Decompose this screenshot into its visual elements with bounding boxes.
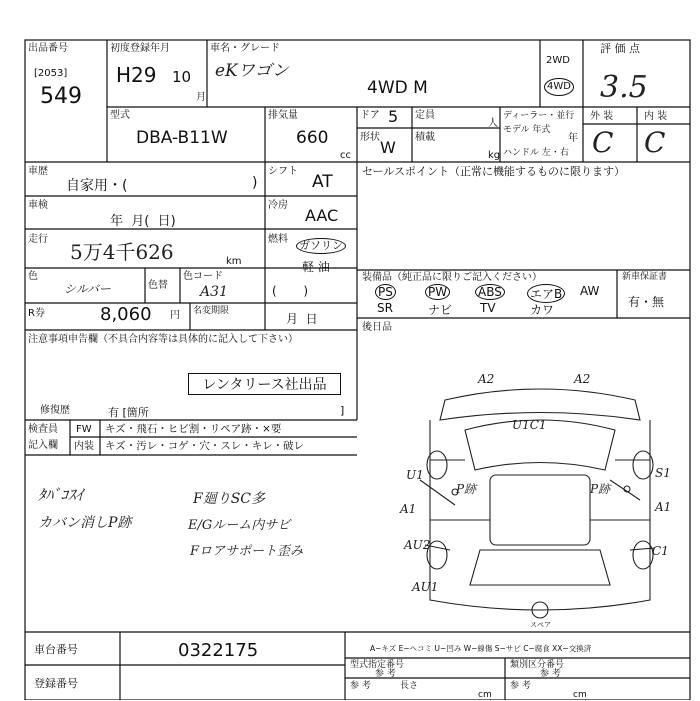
repair-value: 有 [箇所	[108, 406, 149, 419]
recycle-value: 8,060	[100, 304, 152, 325]
cc-unit: cc	[340, 150, 351, 161]
load-label: 積載	[415, 132, 435, 143]
mark-front-right: A2	[574, 372, 591, 386]
mark-left-panel: P跡	[456, 482, 477, 496]
sales-point-label: セールスポイント（正常に機能するものに限ります）	[362, 165, 626, 178]
fuel-diesel: 軽 油	[302, 260, 330, 274]
mark-rear-left-au1: AU1	[412, 580, 439, 594]
reg-no-label: 登録番号	[34, 677, 78, 690]
mark-right-s1: S1	[655, 466, 671, 480]
chassis-label: 車台番号	[34, 643, 78, 656]
kg-unit: kg	[488, 150, 501, 161]
ac-label: 冷房	[268, 200, 288, 211]
mark-rear-right-c1: C1	[652, 544, 669, 558]
equipment-abs: ABS	[475, 284, 505, 300]
class-label: 類別区分番号	[510, 660, 565, 670]
cm-unit-1: cm	[478, 690, 492, 700]
equipment-leather: カワ	[530, 303, 555, 317]
mileage-label: 走行	[28, 234, 48, 245]
shift-label: シフト	[268, 166, 298, 177]
length-label: 長さ	[400, 681, 419, 691]
persons-unit: 人	[488, 118, 498, 129]
paint-label: 色替	[148, 280, 168, 291]
rating-label: 評 価 点	[600, 42, 640, 55]
equipment-label: 装備品（純正品に限りご記入ください）	[362, 272, 542, 283]
cert-label: 型式指定番号	[350, 660, 405, 670]
cm-unit-2: cm	[573, 690, 587, 700]
equipment-aw: AW	[580, 284, 600, 298]
bottom-ref-1: 参 考	[350, 681, 371, 691]
class-ref: 参 考	[540, 669, 561, 679]
color-value: シルバー	[64, 282, 111, 296]
mark-right-a1: A1	[655, 500, 672, 514]
mileage-value: 5万4千626	[70, 240, 174, 264]
color-code-label: 色コード	[183, 271, 223, 282]
drive-value: 4WD	[544, 78, 574, 96]
mark-left-a1: A1	[400, 502, 417, 516]
notes-label: 注意事項申告欄（不具合内容等は具体的に記入して下さい）	[28, 334, 298, 345]
post-label: 後日品	[362, 322, 392, 333]
int-label: 内装	[74, 441, 94, 452]
new-warranty-label: 新車保証書	[622, 272, 668, 282]
history-label: 車歴	[28, 166, 48, 177]
first-reg-year: H29	[116, 63, 157, 87]
color-label: 色	[28, 271, 38, 282]
model-value: DBA-B11W	[136, 128, 228, 148]
fuel-gasoline: ガソリン	[296, 238, 346, 254]
exterior-grade: C	[592, 126, 614, 159]
car-name: eKワゴン	[215, 61, 289, 81]
exterior-label: 外 装	[590, 111, 614, 122]
mark-windshield: U1C1	[512, 418, 547, 432]
equipment-navi: ナビ	[428, 303, 453, 317]
inspection-label: 車検	[28, 200, 48, 211]
fw-items: キズ・飛石・ヒビ割・リペア跡・×要	[105, 423, 282, 435]
first-reg-month: 10	[172, 68, 192, 86]
shift-value: AT	[312, 172, 333, 192]
color-code-value: A31	[200, 284, 228, 300]
chassis-value: 0322175	[178, 640, 259, 661]
int-items: キズ・汚レ・コゲ・穴・スレ・キレ・破レ	[105, 440, 305, 452]
name-change-label: 名変期限	[193, 306, 230, 316]
name-change-value: 月 日	[286, 312, 318, 326]
note-1: ﾀﾊﾞｺｽｲ	[38, 486, 84, 504]
name-label: 車名・グレード	[210, 43, 280, 54]
note-5: Fロアサポート歪み	[190, 544, 304, 559]
mark-right-panel: P跡	[590, 482, 611, 496]
inspector-label: 検査員	[28, 424, 58, 435]
capacity-label: 定員	[415, 110, 435, 121]
rental-label: レンタリース社出品	[188, 373, 341, 395]
defect-legend: A−キズ E−ヘコミ U−凹み W−線傷 S−サビ C−腐食 XX−交換済	[370, 644, 592, 653]
month-unit: 月	[196, 92, 206, 103]
fuel-paren: ( )	[272, 284, 309, 298]
history-close: )	[252, 175, 258, 191]
entry-label: 記入欄	[28, 440, 58, 451]
km-unit: km	[226, 256, 242, 267]
lot-label: 出品番号	[28, 43, 68, 54]
inspection-value: 年 月( 日)	[110, 214, 176, 229]
year-unit: 年	[568, 133, 578, 144]
equipment-sr: SR	[377, 301, 393, 315]
note-4: E/Gルーム内サビ	[188, 518, 291, 533]
note-3: F廻りSC多	[193, 491, 266, 507]
shape-label: 形状	[360, 132, 380, 143]
yen-unit: 円	[170, 310, 180, 321]
repair-close: ]	[340, 404, 345, 417]
lot-sub: [2053]	[34, 68, 68, 79]
displacement-label: 排気量	[268, 110, 298, 121]
equipment-tv: TV	[480, 301, 496, 315]
interior-label: 内 装	[644, 111, 668, 122]
fw-label: FW	[76, 424, 92, 435]
spare-label: スペア	[530, 621, 551, 629]
first-reg-label: 初度登録年月	[110, 43, 170, 54]
mark-rear-left-au2: AU2	[404, 538, 431, 552]
history-value: 自家用・(	[66, 178, 128, 194]
grade: 4WD M	[367, 78, 428, 98]
dealer-label: ディーラー・並行	[503, 111, 575, 121]
lot-number: 549	[40, 84, 82, 109]
equipment-ps: PS	[375, 284, 396, 300]
interior-grade: C	[644, 126, 666, 159]
cert-ref: 参 考	[375, 669, 396, 679]
handle-label: ハンドル 左・右	[503, 148, 569, 158]
bottom-ref-2: 参 考	[510, 681, 531, 691]
mark-left-door: U1	[406, 468, 424, 482]
new-warranty-value: 有・無	[628, 295, 665, 309]
model-label: 型式	[110, 110, 130, 121]
fuel-label: 燃料	[268, 234, 288, 245]
equipment-airbag: エアB	[527, 284, 565, 303]
equipment-pw: PW	[425, 284, 450, 300]
repair-label: 修復歴	[40, 405, 70, 416]
doors-value: 5	[388, 107, 399, 126]
ac-value: AAC	[305, 206, 339, 225]
note-2: カバン消しP跡	[38, 515, 132, 531]
shape-value: W	[380, 138, 396, 157]
drive-label: 2WD	[546, 55, 570, 66]
model-year-label: モデル 年式	[503, 125, 551, 135]
mark-front-left: A2	[478, 372, 495, 386]
recycle-label: R券	[28, 308, 45, 319]
doors-label: ドア	[360, 110, 380, 121]
rating-value: 3.5	[600, 70, 648, 105]
displacement-value: 660	[296, 128, 329, 148]
